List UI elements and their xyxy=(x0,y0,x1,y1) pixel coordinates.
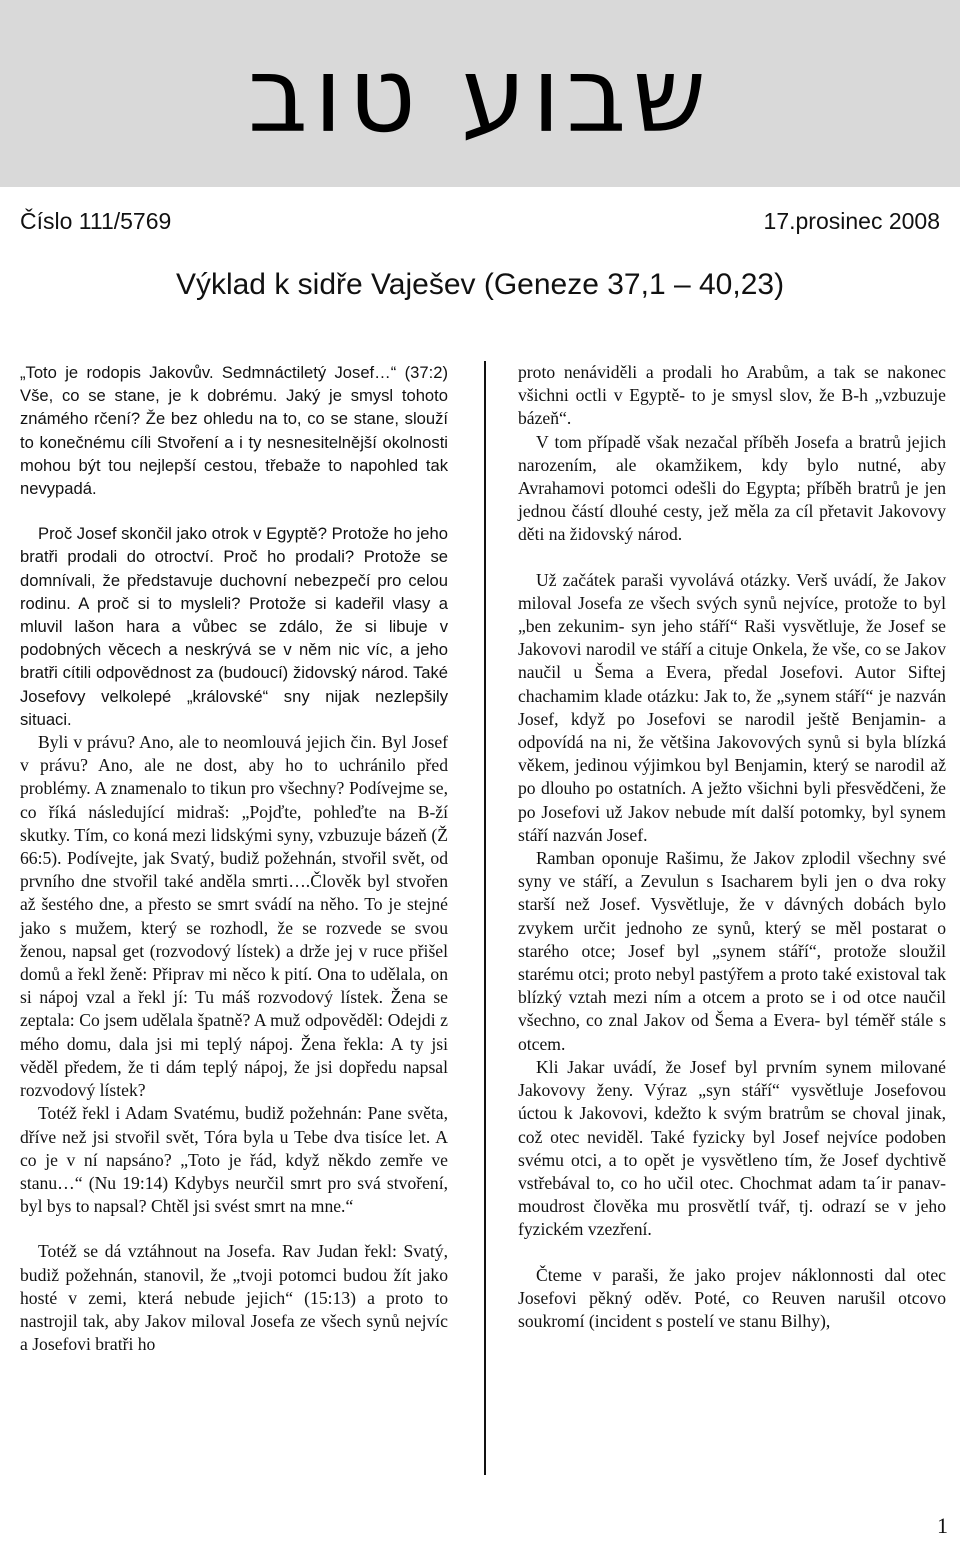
masthead-banner xyxy=(0,0,960,187)
left-paragraph-3: Byli v právu? Ano, ale to neomlouvá jejich čin. Byl Josef v právu? Ano, ale ne dost, aby ho to uchránilo před problémy. A znamenalo to tikun pro všechny? Podívejme se, co říká následující midraš: „Pojďte, pohleďte na B-ží skutky. Tím, co koná mezi lidskými syny, vzbuzuje bázeň (Ž 66:5). Podívejte, jak Svatý, budiž požehnán, stvořil svět, od prvního dne stvořil také anděla smrti….Člověk byl stvořen až šestého dne, a přesto se smrt svádí na něho. To je stejné jako s mužem, který se rozhodl, že se rozvede se svou ženou, napsal get (rozvodový lístek) a drže jej v ruce přišel domů a řekl ženě: Připrav mi něco k pití. Ona to udělala, on si nápoj vzal a řekl jí: Tu máš rozvodový lístek. Žena se zeptala: Co jsem udělala špatně? A muž odpověděl: Odejdi z mého domu, dala jsi mi teplý nápoj. Žena řekla: A ty jsi věděl předem, že ti dám teplý nápoj, že jsi dopředu napsal rozvodový lístek? xyxy=(20,732,448,1101)
left-paragraph-5: Totéž se dá vztáhnout na Josefa. Rav Judan řekl: Svatý, budiž požehnán, stanovil, že „tvoji potomci budou žít jako hosté v zemi, která nebude jejich“ (15:13) a proto to nastrojil tak, aby Jakov miloval Josefa ze všech synů nejvíc a Josefovi bratři ho xyxy=(20,1241,448,1355)
article-headline: Výklad k sidře Vaješev (Geneze 37,1 – 40,23) xyxy=(175,268,785,301)
right-paragraph-3: Už začátek paraši vyvolává otázky. Verš uvádí, že Jakov miloval Josefa ze všech svých synů nejvíce, protože to byl „ben zekunim- syn jeho stáří“ Raši vysvětluje, že Josef se Jakovovi narodil ve stáří a cituje Onkela, že vše, co se Jakov naučil u Šema a Evera, předal Josefovi. Autor Siftej chachamim klade otázku: Jak to, že „synem stáří“ je nazván Josef, když po Josefovi se narodil ještě Benjamin- a odpovídá na ni, že většina Jakovových synů si byla blízká věkem, jedinou výjimkou byl Benjamin, který se narodil až po dlouho po ostatních. A ježto všichni byli přesvědčeni, že po Josefovi už Jakov nebude mít další potomky, byl synem stáří nazván Josef. xyxy=(518,569,946,845)
left-paragraph-2: Proč Josef skončil jako otrok v Egyptě? Protože ho jeho bratři prodali do otroctví. Proč ho prodali? Protože se domnívali, že představuje duchovní nebezpečí pro celou rodinu. A proč si to mysleli? Protože si kadeřil vlasy a mluvil lašon hara a vůbec se zdálo, že si libuje v podobných věcech a neskrývá se v něm nic víc, a jeho bratři cítili odpovědnost za (budoucí) židovský národ. Také Josefovy velkolepé „královské“ sny nijak nezlepšily situaci. xyxy=(20,524,448,729)
issue-number: Číslo 111/5769 xyxy=(20,208,172,234)
column-divider xyxy=(484,361,486,1475)
masthead-title: שבוע טוב xyxy=(247,34,713,156)
page-number: 1 xyxy=(937,1513,948,1538)
right-paragraph-6: Čteme v paraši, že jako projev náklonnosti dal otec Josefovi pěkný oděv. Poté, co Reuven narušil otcovo soukromí (incident s postelí ve stanu Bilhy), xyxy=(518,1264,946,1331)
left-paragraph-4: Totéž řekl i Adam Svatému, budiž požehnán: Pane světa, dříve než jsi stvořil svět, Tóra byla u Tebe dva tisíce let. A co je v ní napsáno? „Toto je řád, když někdo zemře ve stanu…“ (Nu 19:14) Kdybys neurčil smrt pro svá stvoření, byl bys to napsal? Chtěl jsi svést smrt na mne.“ xyxy=(20,1103,448,1217)
right-paragraph-1: proto nenáviděli a prodali ho Arabům, a tak se nakonec všichni octli v Egyptě- to je smysl slov, že B-h „vzbuzuje bázeň“. xyxy=(518,362,946,429)
issue-date: 17.prosinec 2008 xyxy=(763,208,940,234)
right-paragraph-2: V tom případě však nezačal příběh Josefa a bratrů jejich narozením, ale okamžikem, kdy bylo nutné, aby Avrahamovi potomci odešli do Egypta; příběh bratrů je jen jednou částí dlouhé cesty, jež měla za cíl přetavit Jakovovy děti na židovský národ. xyxy=(518,431,946,545)
left-column xyxy=(20,361,448,1356)
issue-info-row xyxy=(20,208,940,238)
right-paragraph-5: Kli Jakar uvádí, že Josef byl prvním synem milované Jakovovy ženy. Výraz „syn stáří“ vysvětluje Josefovou úctou k Jakovovi, kdežto k svým bratrům se choval jinak, což otec neviděl. Také fyzicky byl Josef nejvíce podoben svému otci, a to opět je vysvětleno tím, že Josef dychtivě vstřebával to, co ho učil otec. Chochmat adam ta´ir panav- moudrost člověka mu prosvětlí tvář, tj. odrazí se v jeho fyzickém vzezření. xyxy=(518,1056,946,1240)
left-paragraph-1: „Toto je rodopis Jakovův. Sedmnáctiletý Josef…“ (37:2) Vše, co se stane, je k dobrému. Jaký je smysl tohoto známého rčení? Že bez ohledu na to, co se stane, slouží to konečnému cíli Stvoření a i ty nesnesitelnější okolnosti mohou být tou nejlepší cestou, třebaže to napohled tak nevypadá. xyxy=(20,363,448,499)
right-paragraph-4: Ramban oponuje Rašimu, že Jakov zplodil všechny své syny ve stáří, a Zevulun s Isacharem byli jen o dva roky starší než Josef. Vysvětluje, že v dávných dobách bylo zvykem určit jednoho ze synů, který se měl postarat o starého otce; Josef byl „synem stáří“, protože sloužil starému otci; proto nebyl pastýřem a proto také existoval tak blízký vztah mezi ním a otcem a proto se i od otce naučil všechno, co znal Jakov od Šema a Evera- byl téměř stále s otcem. xyxy=(518,848,946,1054)
right-column xyxy=(518,361,946,1333)
